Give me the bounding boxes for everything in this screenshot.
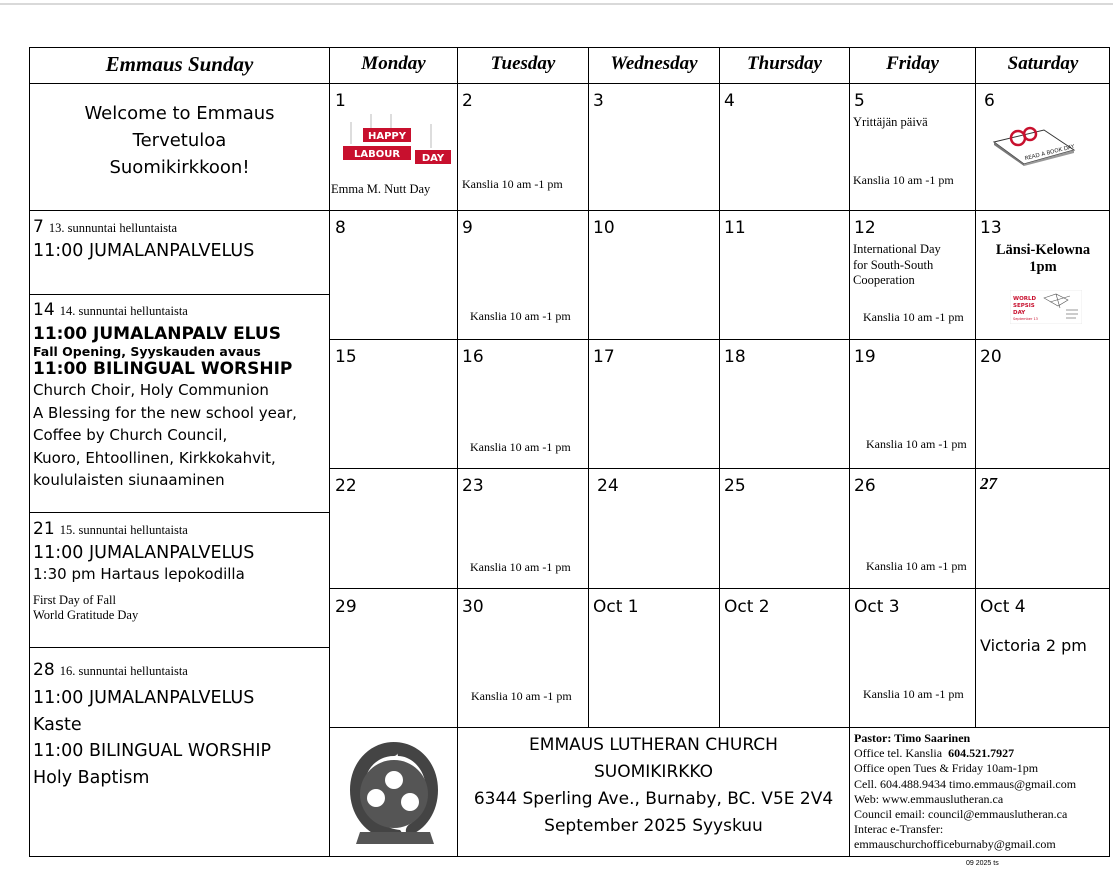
header-monday: Monday (361, 53, 426, 74)
service-line: Kaste (33, 714, 82, 735)
world-sepsis-day-badge (1010, 290, 1082, 324)
office-hours: Kanslia 10 am -1 pm (863, 310, 964, 324)
south-south-note (853, 242, 941, 289)
date-number: 3 (593, 91, 604, 111)
date-number: 26 (854, 476, 876, 496)
header-friday: Friday (886, 53, 939, 74)
service-line: 11:00 BILINGUAL WORSHIP (33, 741, 272, 761)
date-number: 15 (335, 347, 357, 367)
service-line: 11:00 JUMALANPALVELUS (33, 241, 255, 261)
detail-line: Coffee by Church Council, (33, 426, 228, 444)
date-number: 10 (593, 218, 615, 238)
date-number: 2 (462, 91, 473, 111)
col-divider (849, 47, 850, 857)
cell-line[interactable]: Cell. 604.488.9434 timo.emmaus@gmail.com (854, 776, 1077, 791)
detail-line: Church Choir, Holy Communion (33, 381, 269, 399)
row-line (329, 588, 1110, 589)
date-number: Oct 2 (724, 597, 770, 617)
sunday-header: Emmaus Sunday (105, 52, 254, 76)
date-number: 4 (724, 91, 735, 111)
date-number: 6 (984, 91, 995, 111)
date-number: 16 (462, 347, 484, 367)
labour-badge-text: DAY (421, 153, 445, 164)
row-line (29, 294, 330, 295)
event-note: Emma M. Nutt Day (331, 182, 431, 196)
office-hours: Kanslia 10 am -1 pm (462, 177, 563, 191)
labour-day-badge (331, 114, 455, 170)
service-line: 1:30 pm Hartaus lepokodilla (33, 565, 245, 583)
row-line (329, 727, 1110, 728)
sepsis-badge-text: DAY (1013, 310, 1026, 316)
date-number: 28 (33, 660, 55, 680)
date-number: Oct 3 (854, 597, 900, 617)
sepsis-badge-text: September 13 (1013, 317, 1038, 321)
date-number: 14 (33, 300, 55, 320)
office-hours: Kanslia 10 am -1 pm (470, 440, 571, 454)
date-number: 24 (597, 476, 619, 496)
event-line: 1pm (1029, 259, 1057, 275)
date-number: 21 (33, 519, 55, 539)
date-number: 1 (335, 91, 346, 111)
church-subtitle: SUOMIKIRKKO (593, 762, 714, 782)
date-number: 20 (980, 347, 1002, 367)
row-line (329, 468, 1110, 469)
church-logo (346, 736, 442, 846)
date-number: 17 (593, 347, 615, 367)
event-note: Yrittäjän päivä (853, 115, 928, 129)
sunday-14 (33, 300, 328, 492)
date-number: 12 (854, 218, 876, 238)
service-line: 11:00 JUMALANPALVELUS (33, 688, 255, 708)
sepsis-badge-text: WORLD (1013, 296, 1037, 302)
date-number: 9 (462, 218, 473, 238)
sunday-subtitle: 14. sunnuntai helluntaista (59, 304, 188, 318)
date-number: 25 (724, 476, 746, 496)
header-thursday: Thursday (747, 53, 822, 74)
labour-badge-text: HAPPY (367, 131, 407, 142)
service-line: 11:00 JUMALANPALVELUS (33, 543, 255, 563)
victoria-event: Victoria 2 pm (980, 636, 1087, 655)
event-note-line: for South-South (853, 257, 934, 272)
date-number: 8 (335, 218, 346, 238)
header-tuesday: Tuesday (490, 53, 556, 74)
row-line (29, 647, 330, 648)
office-hours: Kanslia 10 am -1 pm (470, 309, 571, 323)
sunday-21 (33, 519, 328, 623)
office-hours: Kanslia 10 am -1 pm (471, 689, 572, 703)
sunday-column-divider (329, 47, 330, 857)
church-info (458, 732, 849, 840)
interac-label: Interac e-Transfer: (854, 822, 944, 837)
read-a-book-icon (990, 124, 1076, 166)
church-address: 6344 Sperling Ave., Burnaby, BC. V5E 2V4 (473, 789, 834, 809)
office-tel: 604.521.7927 (948, 746, 1015, 761)
header-wednesday: Wednesday (610, 53, 698, 74)
date-number: 18 (724, 347, 746, 367)
office-tel-line (854, 746, 1110, 761)
sunday-subtitle: 16. sunnuntai helluntaista (59, 664, 188, 678)
date-number: 30 (462, 597, 484, 617)
office-hours: Kanslia 10 am -1 pm (863, 687, 964, 701)
sunday-28 (33, 660, 328, 791)
date-number: 7 (33, 217, 44, 237)
event-line: Länsi-Kelowna (995, 242, 1091, 258)
interac-email[interactable]: emmauschurchofficeburnaby@gmail.com (854, 837, 1056, 852)
date-number: 19 (854, 347, 876, 367)
event-note-line: International Day (853, 242, 941, 256)
row-line (329, 339, 1110, 340)
sunday-subtitle: 15. sunnuntai helluntaista (59, 523, 188, 537)
sunday-subtitle: 13. sunnuntai helluntaista (48, 221, 178, 235)
office-hours: Kanslia 10 am -1 pm (866, 559, 967, 573)
date-number: 13 (980, 218, 1002, 238)
date-number: Oct 4 (980, 597, 1026, 617)
office-hours: Kanslia 10 am -1 pm (866, 437, 967, 451)
date-number: 22 (335, 476, 357, 496)
footer-code: 09 2025 ts (966, 860, 999, 867)
contact-info (854, 731, 1110, 853)
col-divider (719, 47, 720, 727)
service-line: 11:00 JUMALANPALV ELUS (33, 324, 281, 344)
top-divider (0, 3, 1113, 5)
office-hours-line: Office open Tues & Friday 10am-1pm (854, 761, 1039, 776)
header-saturday: Saturday (1007, 53, 1079, 74)
labour-badge-text: LABOUR (353, 149, 401, 160)
note-line: World Gratitude Day (33, 608, 139, 622)
welcome-line: Tervetuloa (132, 130, 227, 151)
welcome-line: Suomikirkkoon! (109, 157, 250, 178)
service-line: Holy Baptism (33, 767, 150, 788)
office-hours: Kanslia 10 am -1 pm (470, 560, 571, 574)
row-line (29, 210, 1110, 211)
col-divider (975, 47, 976, 727)
lansi-kelowna-event (976, 242, 1110, 276)
office-tel-label: Office tel. Kanslia (854, 746, 943, 761)
service-details (33, 379, 328, 492)
church-name: EMMAUS LUTHERAN CHURCH (529, 735, 778, 755)
date-number: 29 (335, 597, 357, 617)
row-line (29, 512, 330, 513)
date-number: 27 (980, 474, 997, 493)
welcome-message (30, 100, 329, 181)
detail-line: A Blessing for the new school year, (33, 403, 297, 422)
event-note-line: Cooperation (853, 273, 915, 287)
calendar-month: September 2025 Syyskuu (544, 816, 763, 836)
pastor-name: Pastor: Timo Saarinen (854, 731, 971, 745)
service-line: 11:00 BILINGUAL WORSHIP (33, 359, 293, 379)
read-book-text: READ A BOOK DAY (1024, 143, 1076, 163)
council-email[interactable]: Council email: council@emmauslutheran.ca (854, 807, 1068, 822)
welcome-line: Welcome to Emmaus (84, 103, 275, 124)
date-number: 11 (724, 218, 746, 238)
detail-line: koululaisten siunaaminen (33, 471, 225, 489)
detail-line: Kuoro, Ehtoollinen, Kirkkokahvit, (33, 448, 276, 467)
web-link[interactable]: Web: www.emmauslutheran.ca (854, 791, 1004, 806)
date-number: 5 (854, 91, 865, 111)
fall-opening: Fall Opening, Syyskauden avaus (33, 344, 261, 359)
date-number: Oct 1 (593, 597, 639, 617)
header-row-line (29, 83, 1110, 84)
sunday-7 (33, 217, 328, 261)
date-number: 23 (462, 476, 484, 496)
sepsis-badge-text: SEPSIS (1013, 303, 1035, 309)
note-line: First Day of Fall (33, 593, 116, 607)
office-hours: Kanslia 10 am -1 pm (853, 173, 954, 187)
col-divider (588, 47, 589, 727)
